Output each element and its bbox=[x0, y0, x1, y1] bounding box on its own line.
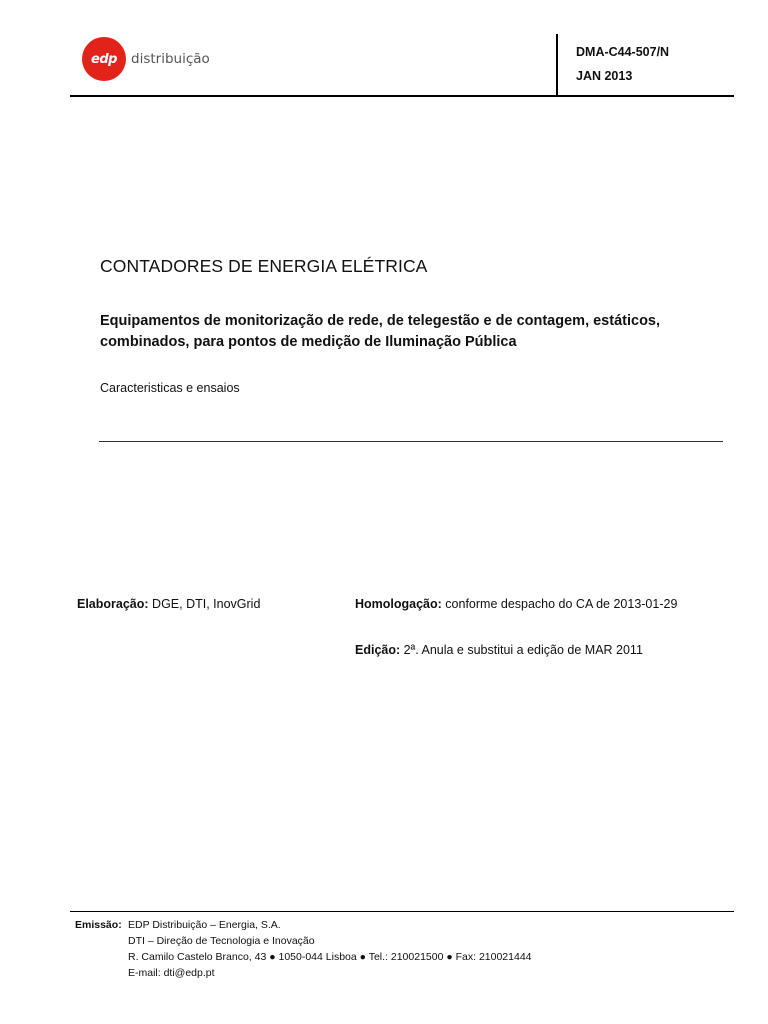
emissao-label: Emissão: bbox=[75, 919, 122, 931]
emissao-email: E-mail: dti@edp.pt bbox=[128, 967, 215, 979]
emissao-details bbox=[128, 917, 532, 981]
document-scope: Caracteristicas e ensaios bbox=[100, 381, 240, 395]
edicao-label: Edição: bbox=[355, 643, 401, 657]
emissao-company: EDP Distribuição – Energia, S.A. bbox=[128, 919, 281, 931]
document-subtitle: Equipamentos de monitorização de rede, de telegestão e de contagem, estáticos, combinados, para pontos de medição de Iluminação Pública bbox=[100, 313, 661, 350]
elaboracao-label: Elaboração: bbox=[77, 597, 149, 611]
homologacao-label: Homologação: bbox=[355, 597, 442, 611]
document-code: DMA-C44-507/N bbox=[576, 45, 670, 59]
homologacao-value: conforme despacho do CA de 2013-01-29 bbox=[445, 597, 678, 611]
emissao-address: R. Camilo Castelo Branco, 43 ● 1050-044 Lisboa ● Tel.: 210021500 ● Fax: 210021444 bbox=[128, 951, 532, 963]
edp-logo bbox=[82, 36, 210, 82]
edicao-field bbox=[355, 643, 643, 657]
footer-divider bbox=[70, 911, 734, 912]
elaboracao-field bbox=[77, 597, 260, 611]
edicao-value: 2ª. Anula e substitui a edição de MAR 2011 bbox=[403, 643, 643, 657]
edp-logo-mark bbox=[82, 37, 126, 81]
edp-logo-text: distribuição bbox=[131, 51, 210, 67]
document-title: CONTADORES DE ENERGIA ELÉTRICA bbox=[100, 256, 428, 276]
homologacao-field bbox=[355, 597, 677, 611]
document-date: JAN 2013 bbox=[576, 69, 633, 83]
header-divider-vertical bbox=[556, 34, 558, 96]
emissao-department: DTI – Direção de Tecnologia e Inovação bbox=[128, 935, 315, 947]
edp-logo-mark-text: edp bbox=[91, 51, 117, 67]
header-divider bbox=[70, 95, 734, 97]
title-divider bbox=[99, 441, 723, 442]
elaboracao-value: DGE, DTI, InovGrid bbox=[152, 597, 261, 611]
